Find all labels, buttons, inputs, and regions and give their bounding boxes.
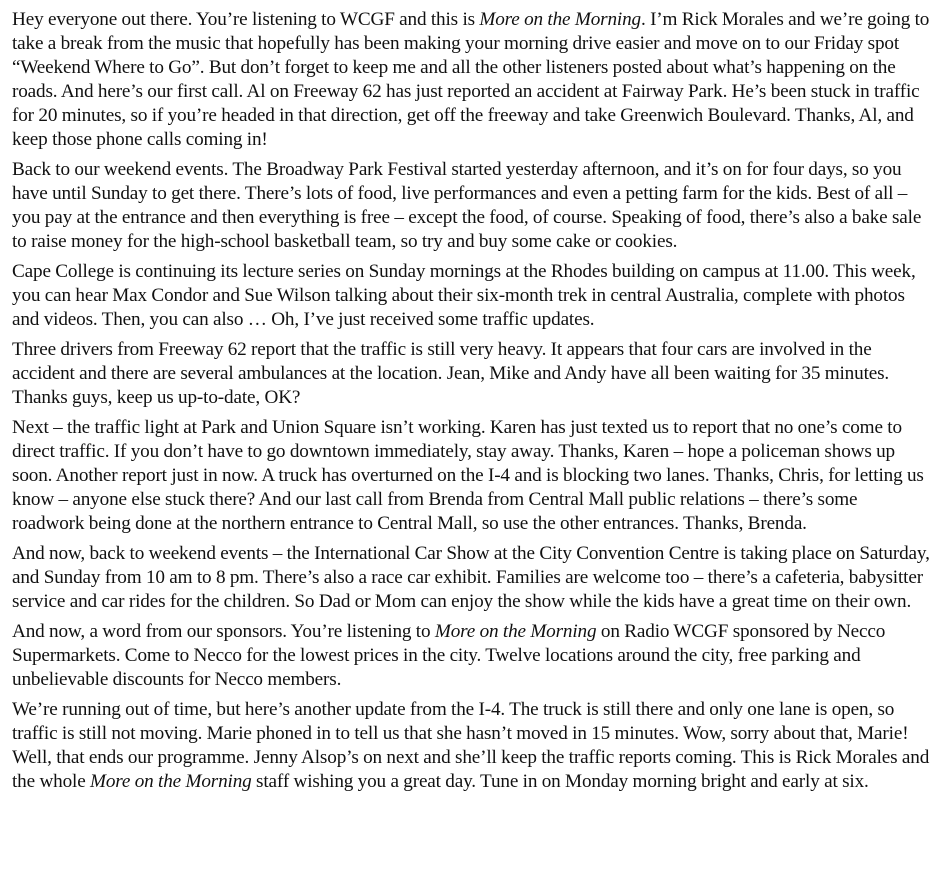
text-segment: on Radio WCGF sponsored by Necco Supermarkets. Come to Necco for the lowest prices in the city. Twelve locations around the city, free parking and unbelievable discounts for Necco members. (12, 621, 886, 690)
text-segment: Cape College is continuing its lecture series on Sunday mornings at the Rhodes building on campus at 11.00. This week, you can hear Max Condor and Sue Wilson talking about their six-month trek in central Australia, complete with photos and videos. Then, you can also … Oh, I’ve just received some traffic updates. (12, 261, 916, 330)
text-segment: . I’m Rick Morales and we’re going to take a break from the music that hopefully has been making your morning drive easier and move on to our Friday spot “Weekend Where to Go”. But don’t forget to keep me and all the other listeners posted about what’s happening on the roads. And here’s our first call. Al on Freeway 62 has just reported an accident at Fairway Park. He’s been stuck in traffic for 20 minutes, so if you’re headed in that direction, get off the freeway and take Greenwich Boulevard. Thanks, Al, and keep those phone calls coming in! (12, 9, 930, 150)
text-segment: staff wishing you a great day. Tune in on Monday morning bright and early at six. (251, 771, 869, 792)
text-segment: We’re running out of time, but here’s another update from the I-4. The truck is still there and only one lane is open, so traffic is still not moving. Marie phoned in to tell us that she hasn’t moved in 15 minutes. Wow, sorry about that, Marie! Well, that ends our programme. Jenny Alsop’s on next and she’ll keep the traffic reports coming. This is Rick Morales and the whole (12, 699, 930, 792)
paragraph-cape-college (12, 260, 934, 332)
text-segment: Back to our weekend events. The Broadway Park Festival started yesterday afternoon, and it’s on for four days, so you have until Sunday to get there. There’s lots of food, live performances and even a petting farm for the kids. Best of all – you pay at the entrance and then everything is free – except the food, of course. Speaking of food, there’s also a bake sale to raise money for the high-school basketball team, so try and buy some cake or cookies. (12, 159, 922, 252)
paragraph-car-show (12, 542, 934, 614)
paragraph-closing (12, 698, 934, 794)
text-segment: And now, a word from our sponsors. You’re listening to (12, 621, 435, 642)
show-title-italic: More on the Morning (479, 9, 641, 30)
text-segment: Next – the traffic light at Park and Union Square isn’t working. Karen has just texted us to report that no one’s come to direct traffic. If you don’t have to go downtown immediately, stay away. Thanks, Karen – hope a policeman shows up soon. Another report just in now. A truck has overturned on the I-4 and is blocking two lanes. Thanks, Chris, for letting us know – anyone else stuck there? And our last call from Brenda from Central Mall public relations – there’s some roadwork being done at the northern entrance to Central Mall, so use the other entrances. Thanks, Brenda. (12, 417, 924, 534)
paragraph-sponsors (12, 620, 934, 692)
text-segment: And now, back to weekend events – the International Car Show at the City Convention Centre is taking place on Saturday, and Sunday from 10 am to 8 pm. There’s also a race car exhibit. Families are welcome too – there’s a cafeteria, babysitter service and car rides for the children. So Dad or Mom can enjoy the show while the kids have a great time on their own. (12, 543, 930, 612)
text-segment: Hey everyone out there. You’re listening to WCGF and this is (12, 9, 480, 30)
show-title-italic: More on the Morning (90, 771, 252, 792)
paragraph-freeway-update (12, 338, 934, 410)
paragraph-traffic-reports (12, 416, 934, 536)
paragraph-broadway-festival (12, 158, 934, 254)
show-title-italic: More on the Morning (434, 621, 597, 642)
paragraph-intro (12, 8, 934, 152)
text-segment: Three drivers from Freeway 62 report that the traffic is still very heavy. It appears that four cars are involved in the accident and there are several ambulances at the location. Jean, Mike and Andy have all been waiting for 35 minutes. Thanks guys, keep us up-to-date, OK? (12, 339, 890, 408)
